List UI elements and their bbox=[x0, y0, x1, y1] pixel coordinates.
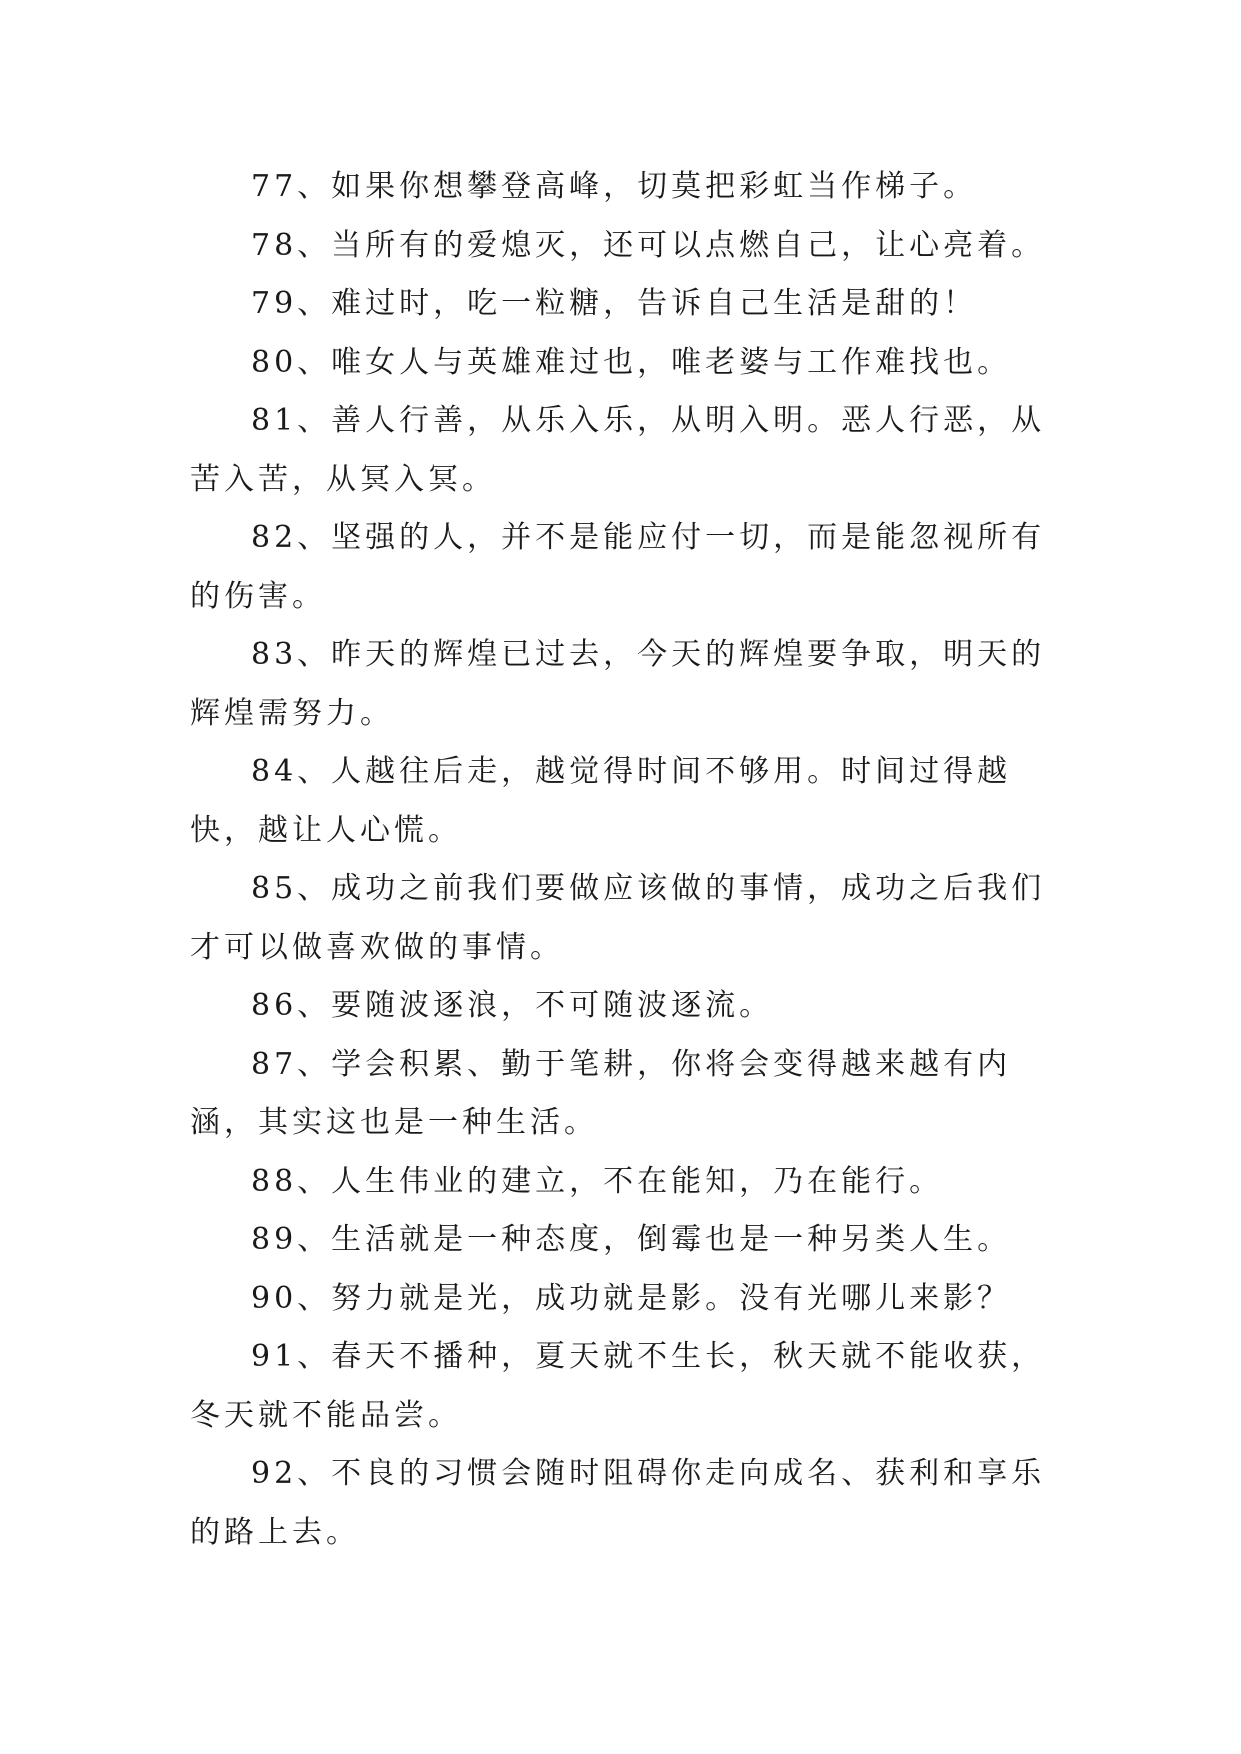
quote-87: 87、学会积累、勤于笔耕，你将会变得越来越有内涵，其实这也是一种生活。 bbox=[190, 1046, 1012, 1140]
quote-81: 81、善人行善，从乐入乐，从明入明。恶人行恶，从苦入苦，从冥入冥。 bbox=[190, 403, 1046, 497]
quote-92: 92、不良的习惯会随时阻碍你走向成名、获利和享乐的路上去。 bbox=[190, 1456, 1046, 1550]
quote-89: 89、生活就是一种态度，倒霉也是一种另类人生。 bbox=[251, 1222, 1012, 1257]
quote-91: 91、春天不播种，夏天就不生长，秋天就不能收获，冬天就不能品尝。 bbox=[190, 1339, 1046, 1433]
quote-78: 78、当所有的爱熄灭，还可以点燃自己，让心亮着。 bbox=[251, 227, 1046, 263]
quote-88: 88、人生伟业的建立，不在能知，乃在能行。 bbox=[251, 1163, 944, 1199]
quote-list bbox=[190, 158, 1060, 1562]
quote-83: 83、昨天的辉煌已过去，今天的辉煌要争取，明天的辉煌需努力。 bbox=[190, 637, 1046, 731]
quote-80: 80、唯女人与英雄难过也，唯老婆与工作难找也。 bbox=[251, 344, 1012, 380]
quote-90: 90、努力就是光，成功就是影。没有光哪儿来影？ bbox=[251, 1280, 1012, 1316]
quote-84: 84、人越往后走，越觉得时间不够用。时间过得越快，越让人心慌。 bbox=[190, 754, 1012, 848]
quote-79: 79、难过时，吃一粒糖，告诉自己生活是甜的！ bbox=[251, 286, 978, 321]
quote-85: 85、成功之前我们要做应该做的事情，成功之后我们才可以做喜欢做的事情。 bbox=[190, 871, 1046, 965]
quote-82: 82、坚强的人，并不是能应付一切，而是能忽视所有的伤害。 bbox=[190, 520, 1046, 614]
quote-86: 86、要随波逐浪，不可随波逐流。 bbox=[251, 988, 774, 1023]
quote-77: 77、如果你想攀登高峰，切莫把彩虹当作梯子。 bbox=[251, 169, 978, 204]
